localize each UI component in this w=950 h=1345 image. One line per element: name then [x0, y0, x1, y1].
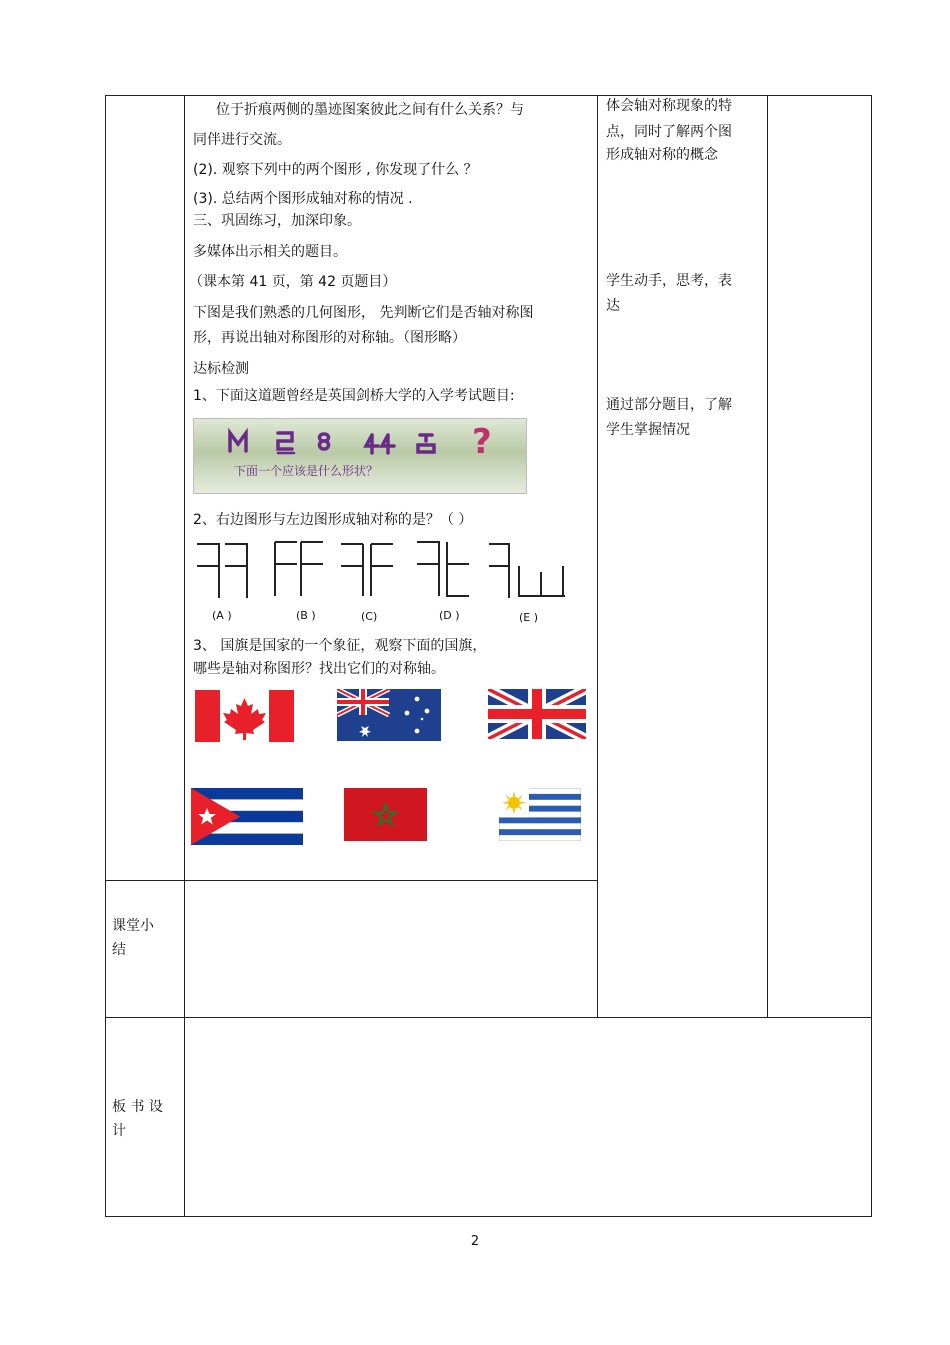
item-2: (2). 观察下列中的两个图形 , 你发现了什么 ？ — [193, 162, 478, 178]
question-2: 2、右边图形与左边图形成轴对称的是？（ ） — [193, 512, 473, 528]
note-2-line-2: 达 — [606, 298, 620, 314]
table-right-border — [871, 95, 872, 1217]
textbook-reference: （课本第 41 页，第 42 页题目） — [189, 274, 397, 290]
australia-flag — [337, 689, 441, 741]
summary-label-line-1: 课堂小 — [112, 918, 154, 934]
judge-line-2: 形，再说出轴对称图形的对称轴。（图形略） — [193, 330, 466, 346]
note-1-line-3: 形成轴对称的概念 — [606, 147, 718, 163]
label-column-divider — [184, 95, 185, 1217]
table-top-border — [105, 95, 872, 96]
content-column-divider — [597, 95, 598, 1018]
canada-flag — [195, 690, 294, 742]
uruguay-flag — [499, 788, 581, 841]
svg-text:?: ? — [472, 422, 492, 462]
judge-line-1: 下图是我们熟悉的几何图形， 先判断它们是否轴对称图 — [193, 305, 534, 321]
intro-line-1: 位于折痕两侧的墨迹图案彼此之间有什么关系？与 — [216, 102, 524, 118]
option-a: (A ) — [212, 609, 232, 622]
page-number: 2 — [470, 1234, 480, 1249]
note-1-line-1: 体会轴对称现象的特 — [606, 98, 732, 114]
table-bottom-border — [105, 1216, 872, 1217]
board-row-top-border — [105, 1017, 872, 1018]
option-e: (E ) — [519, 611, 539, 624]
board-design-label-line-2: 计 — [112, 1123, 126, 1139]
section-3-heading: 三、巩固练习，加深印象。 — [193, 213, 361, 229]
note-1-line-2: 点，同时了解两个图 — [606, 124, 732, 140]
cuba-flag — [191, 788, 303, 845]
summary-row-top-border — [105, 880, 598, 881]
cambridge-puzzle-image — [193, 418, 527, 494]
note-3-line-1: 通过部分题目，了解 — [606, 397, 732, 413]
question-3-line-2: 哪些是轴对称图形？找出它们的对称轴。 — [193, 661, 445, 677]
question-3-line-1: 3、 国旗是国家的一个象征，观察下面的国旗， — [193, 638, 487, 654]
question-2-figures — [193, 536, 573, 602]
standard-check-heading: 达标检测 — [193, 361, 249, 377]
note-3-line-2: 学生掌握情况 — [606, 422, 690, 438]
symmetric-shapes-sequence — [194, 419, 528, 495]
note-2-line-1: 学生动手，思考，表 — [606, 273, 732, 289]
option-c: (C) — [361, 610, 378, 623]
summary-label-line-2: 结 — [112, 942, 126, 958]
puzzle-caption: 下面一个应该是什么形状？ — [234, 464, 379, 478]
table-left-border — [105, 95, 106, 1217]
question-1: 1、下面这道题曾经是英国剑桥大学的入学考试题目: — [193, 388, 515, 404]
item-3: (3). 总结两个图形成轴对称的情况 . — [193, 191, 413, 207]
morocco-flag — [344, 788, 427, 841]
option-b: (B ) — [296, 609, 316, 622]
united-kingdom-flag — [488, 689, 586, 739]
note-column-divider — [767, 95, 768, 1018]
multimedia-note: 多媒体出示相关的题目。 — [193, 244, 347, 260]
option-d: (D ) — [439, 609, 460, 622]
board-design-label-line-1: 板 书 设 — [112, 1099, 163, 1115]
intro-line-2: 同伴进行交流。 — [193, 132, 291, 148]
